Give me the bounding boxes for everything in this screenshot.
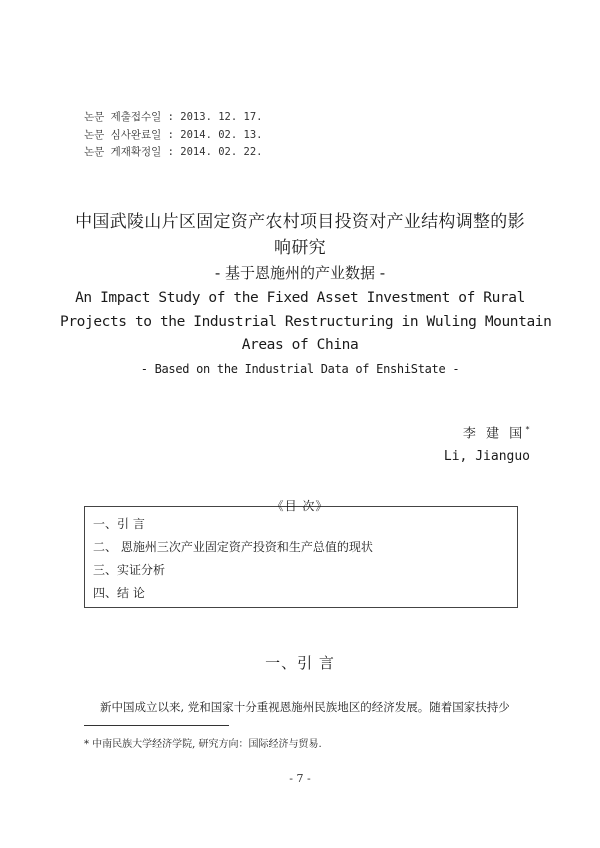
toc-list [93,513,373,605]
toc-item: 二、 恩施州三次产业固定资产投资和生产总值的现状 [93,540,373,554]
author-footnote-mark: * [525,425,530,434]
author-name-cn-text: 李 建 国 [462,426,526,442]
author-name-chinese [444,418,530,445]
toc-title: 《目 次》 [271,499,329,513]
author-block [444,418,530,468]
subtitle-english: - Based on the Industrial Data of EnshiState - [140,362,460,376]
author-name-english: Li, Jianguo [443,449,530,465]
footnote-divider [84,725,229,726]
body-paragraph: 新中国成立以来, 党和国家十分重视恩施州民族地区的经济发展。随着国家扶持少 [100,700,510,714]
title-english [60,287,552,358]
section-heading: 一、引 言 [265,654,335,672]
submitted-date: 논문 제출접수일 : 2013. 12. 17. [84,111,263,123]
table-of-contents [84,506,518,608]
footnote: * 中南民族大学经济学院, 研究方向：国际经济与贸易. [84,739,322,750]
toc-item: 一、引 言 [93,517,145,531]
toc-item: 三、实证分析 [93,563,166,577]
toc-item: 四、结 论 [93,586,145,600]
submission-metadata [84,109,262,162]
reviewed-date: 논문 심사완료일 : 2014. 02. 13. [84,128,263,141]
confirmed-date: 논문 게재확정일 : 2014. 02. 22. [84,146,263,158]
title-english-line: An Impact Study of the Fixed Asset Investment of Rural [75,290,525,306]
title-chinese: 中国武陵山片区固定资产农村项目投资对产业结构调整的影响研究 [75,212,525,258]
page-number: - 7 - [289,772,311,785]
title-english-line: Areas of China [241,337,359,353]
subtitle-chinese: - 基于恩施州的产业数据 - [214,264,386,282]
title-english-line: Projects to the Industrial Restructuring in Wuling Mountain [60,313,552,330]
